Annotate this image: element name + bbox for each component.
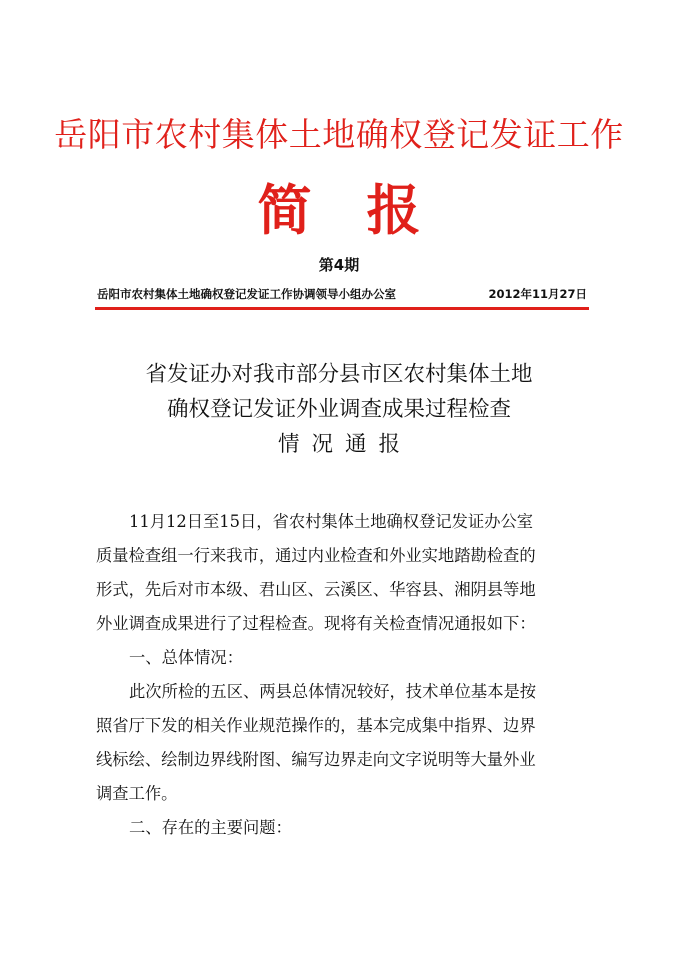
paragraph-line: 形式，先后对市本级、君山区、云溪区、华容县、湘阴县等地	[96, 580, 536, 599]
issue-number: 第4期	[318, 256, 360, 274]
article-body	[96, 505, 591, 845]
section-heading-problems: 二、存在的主要问题：	[129, 818, 292, 837]
red-divider	[95, 307, 589, 310]
masthead-title: 岳阳市农村集体土地确权登记发证工作	[54, 115, 624, 154]
paragraph-overall	[96, 675, 591, 811]
document-title-line-3: 情况通报	[277, 432, 412, 457]
issuer-line	[97, 285, 587, 303]
document-title-line-2: 确权登记发证外业调查成果过程检查	[166, 397, 511, 422]
paragraph-line: 此次所检的五区、两县总体情况较好，技术单位基本是按	[129, 682, 537, 701]
paragraph-line: 11月12日至15日，省农村集体土地确权登记发证办公室	[129, 512, 534, 531]
paragraph-line: 照省厅下发的相关作业规范操作的，基本完成集中指界、边界	[96, 716, 536, 735]
paragraph-line: 调查工作。	[96, 784, 178, 803]
masthead-subtitle: 简报	[257, 179, 476, 242]
paragraph-line: 质量检查组一行来我市，通过内业检查和外业实地踏勘检查的	[96, 546, 536, 565]
issue-date: 2012年11月27日	[488, 287, 587, 301]
section-heading-overall: 一、总体情况：	[129, 648, 243, 667]
issuing-office: 岳阳市农村集体土地确权登记发证工作协调领导小组办公室	[97, 287, 396, 301]
paragraph-intro	[96, 505, 591, 641]
paragraph-line: 线标绘、绘制边界线附图、编写边界走向文字说明等大量外业	[96, 750, 536, 769]
paragraph-line: 外业调查成果进行了过程检查。现将有关检查情况通报如下：	[96, 614, 536, 633]
document-title-line-1: 省发证办对我市部分县市区农村集体土地	[145, 362, 533, 387]
